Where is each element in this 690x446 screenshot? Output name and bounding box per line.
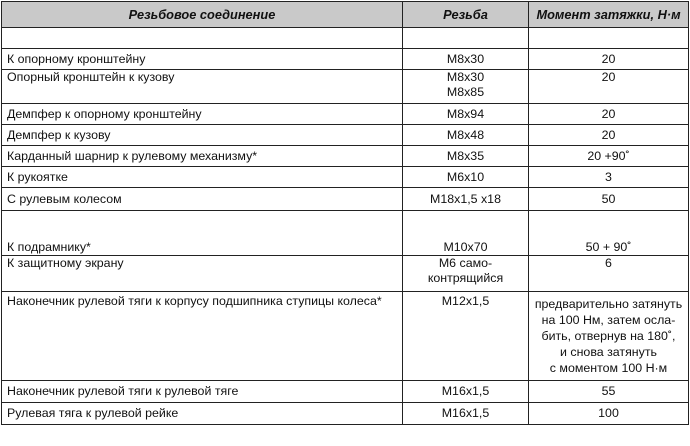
header-torque: Момент затяжки, Н·м	[529, 2, 689, 28]
torque-cell: 50 + 90˚	[529, 211, 689, 256]
header-thread: Резьба	[403, 2, 529, 28]
table-row	[2, 125, 689, 146]
spacer-row	[2, 28, 689, 49]
torque-table	[1, 1, 689, 425]
joint-cell: К защитному экрану	[2, 256, 403, 292]
joint-cell: Опорный кронштейн к кузову	[2, 70, 403, 104]
table-row	[2, 381, 689, 403]
torque-note-line: с моментом 100 Н·м	[549, 361, 668, 375]
thread-line: контрящийся	[427, 271, 504, 285]
torque-note-cell	[529, 292, 689, 381]
torque-note-line: и снова затянуть	[560, 345, 657, 359]
thread-cell: M12x1,5	[403, 292, 529, 381]
thread-line: M8x85	[446, 85, 485, 99]
table-row	[2, 256, 689, 292]
thread-cell	[403, 256, 529, 292]
thread-cell: M8x30	[403, 49, 529, 70]
torque-note-line: на 100 Нм, затем осла-	[541, 313, 676, 327]
torque-note-line: предварительно затянуть	[534, 297, 683, 311]
table-row	[2, 211, 689, 256]
joint-cell: К опорному кронштейну	[2, 49, 403, 70]
joint-cell: С рулевым колесом	[2, 188, 403, 211]
joint-cell: Наконечник рулевой тяги к корпусу подшипника ступицы колеса*	[2, 292, 403, 381]
table-row	[2, 292, 689, 381]
thread-cell: M16x1,5	[403, 403, 529, 425]
torque-cell: 3	[529, 167, 689, 188]
table-row	[2, 70, 689, 104]
torque-cell: 100	[529, 403, 689, 425]
thread-line: M8x30	[446, 70, 485, 84]
table-row	[2, 188, 689, 211]
table-row	[2, 104, 689, 125]
torque-cell: 55	[529, 381, 689, 403]
thread-cell: M8x48	[403, 125, 529, 146]
thread-cell: M6x10	[403, 167, 529, 188]
table-row	[2, 49, 689, 70]
table-row	[2, 146, 689, 167]
joint-cell: Демпфер к кузову	[2, 125, 403, 146]
joint-cell: Рулевая тяга к рулевой рейке	[2, 403, 403, 425]
joint-cell: К рукоятке	[2, 167, 403, 188]
joint-cell: Карданный шарнир к рулевому механизму*	[2, 146, 403, 167]
thread-cell: M18x1,5 x18	[403, 188, 529, 211]
header-row	[2, 2, 689, 28]
table-row	[2, 167, 689, 188]
thread-cell: M16x1,5	[403, 381, 529, 403]
thread-line: M6 само-	[438, 256, 493, 270]
thread-cell	[403, 70, 529, 104]
torque-cell: 20	[529, 125, 689, 146]
torque-cell: 20	[529, 70, 689, 104]
torque-cell: 20	[529, 49, 689, 70]
table-row	[2, 403, 689, 425]
header-joint: Резьбовое соединение	[2, 2, 403, 28]
thread-cell: M8x35	[403, 146, 529, 167]
torque-cell: 6	[529, 256, 689, 292]
torque-cell: 20 +90˚	[529, 146, 689, 167]
joint-cell: Демпфер к опорному кронштейну	[2, 104, 403, 125]
torque-note-line: бить, отвернув на 180˚,	[541, 329, 676, 343]
torque-cell: 50	[529, 188, 689, 211]
thread-cell: M8x94	[403, 104, 529, 125]
joint-cell: К подрамнику*	[2, 211, 403, 256]
torque-cell: 20	[529, 104, 689, 125]
thread-cell: M10x70	[403, 211, 529, 256]
joint-cell: Наконечник рулевой тяги к рулевой тяге	[2, 381, 403, 403]
